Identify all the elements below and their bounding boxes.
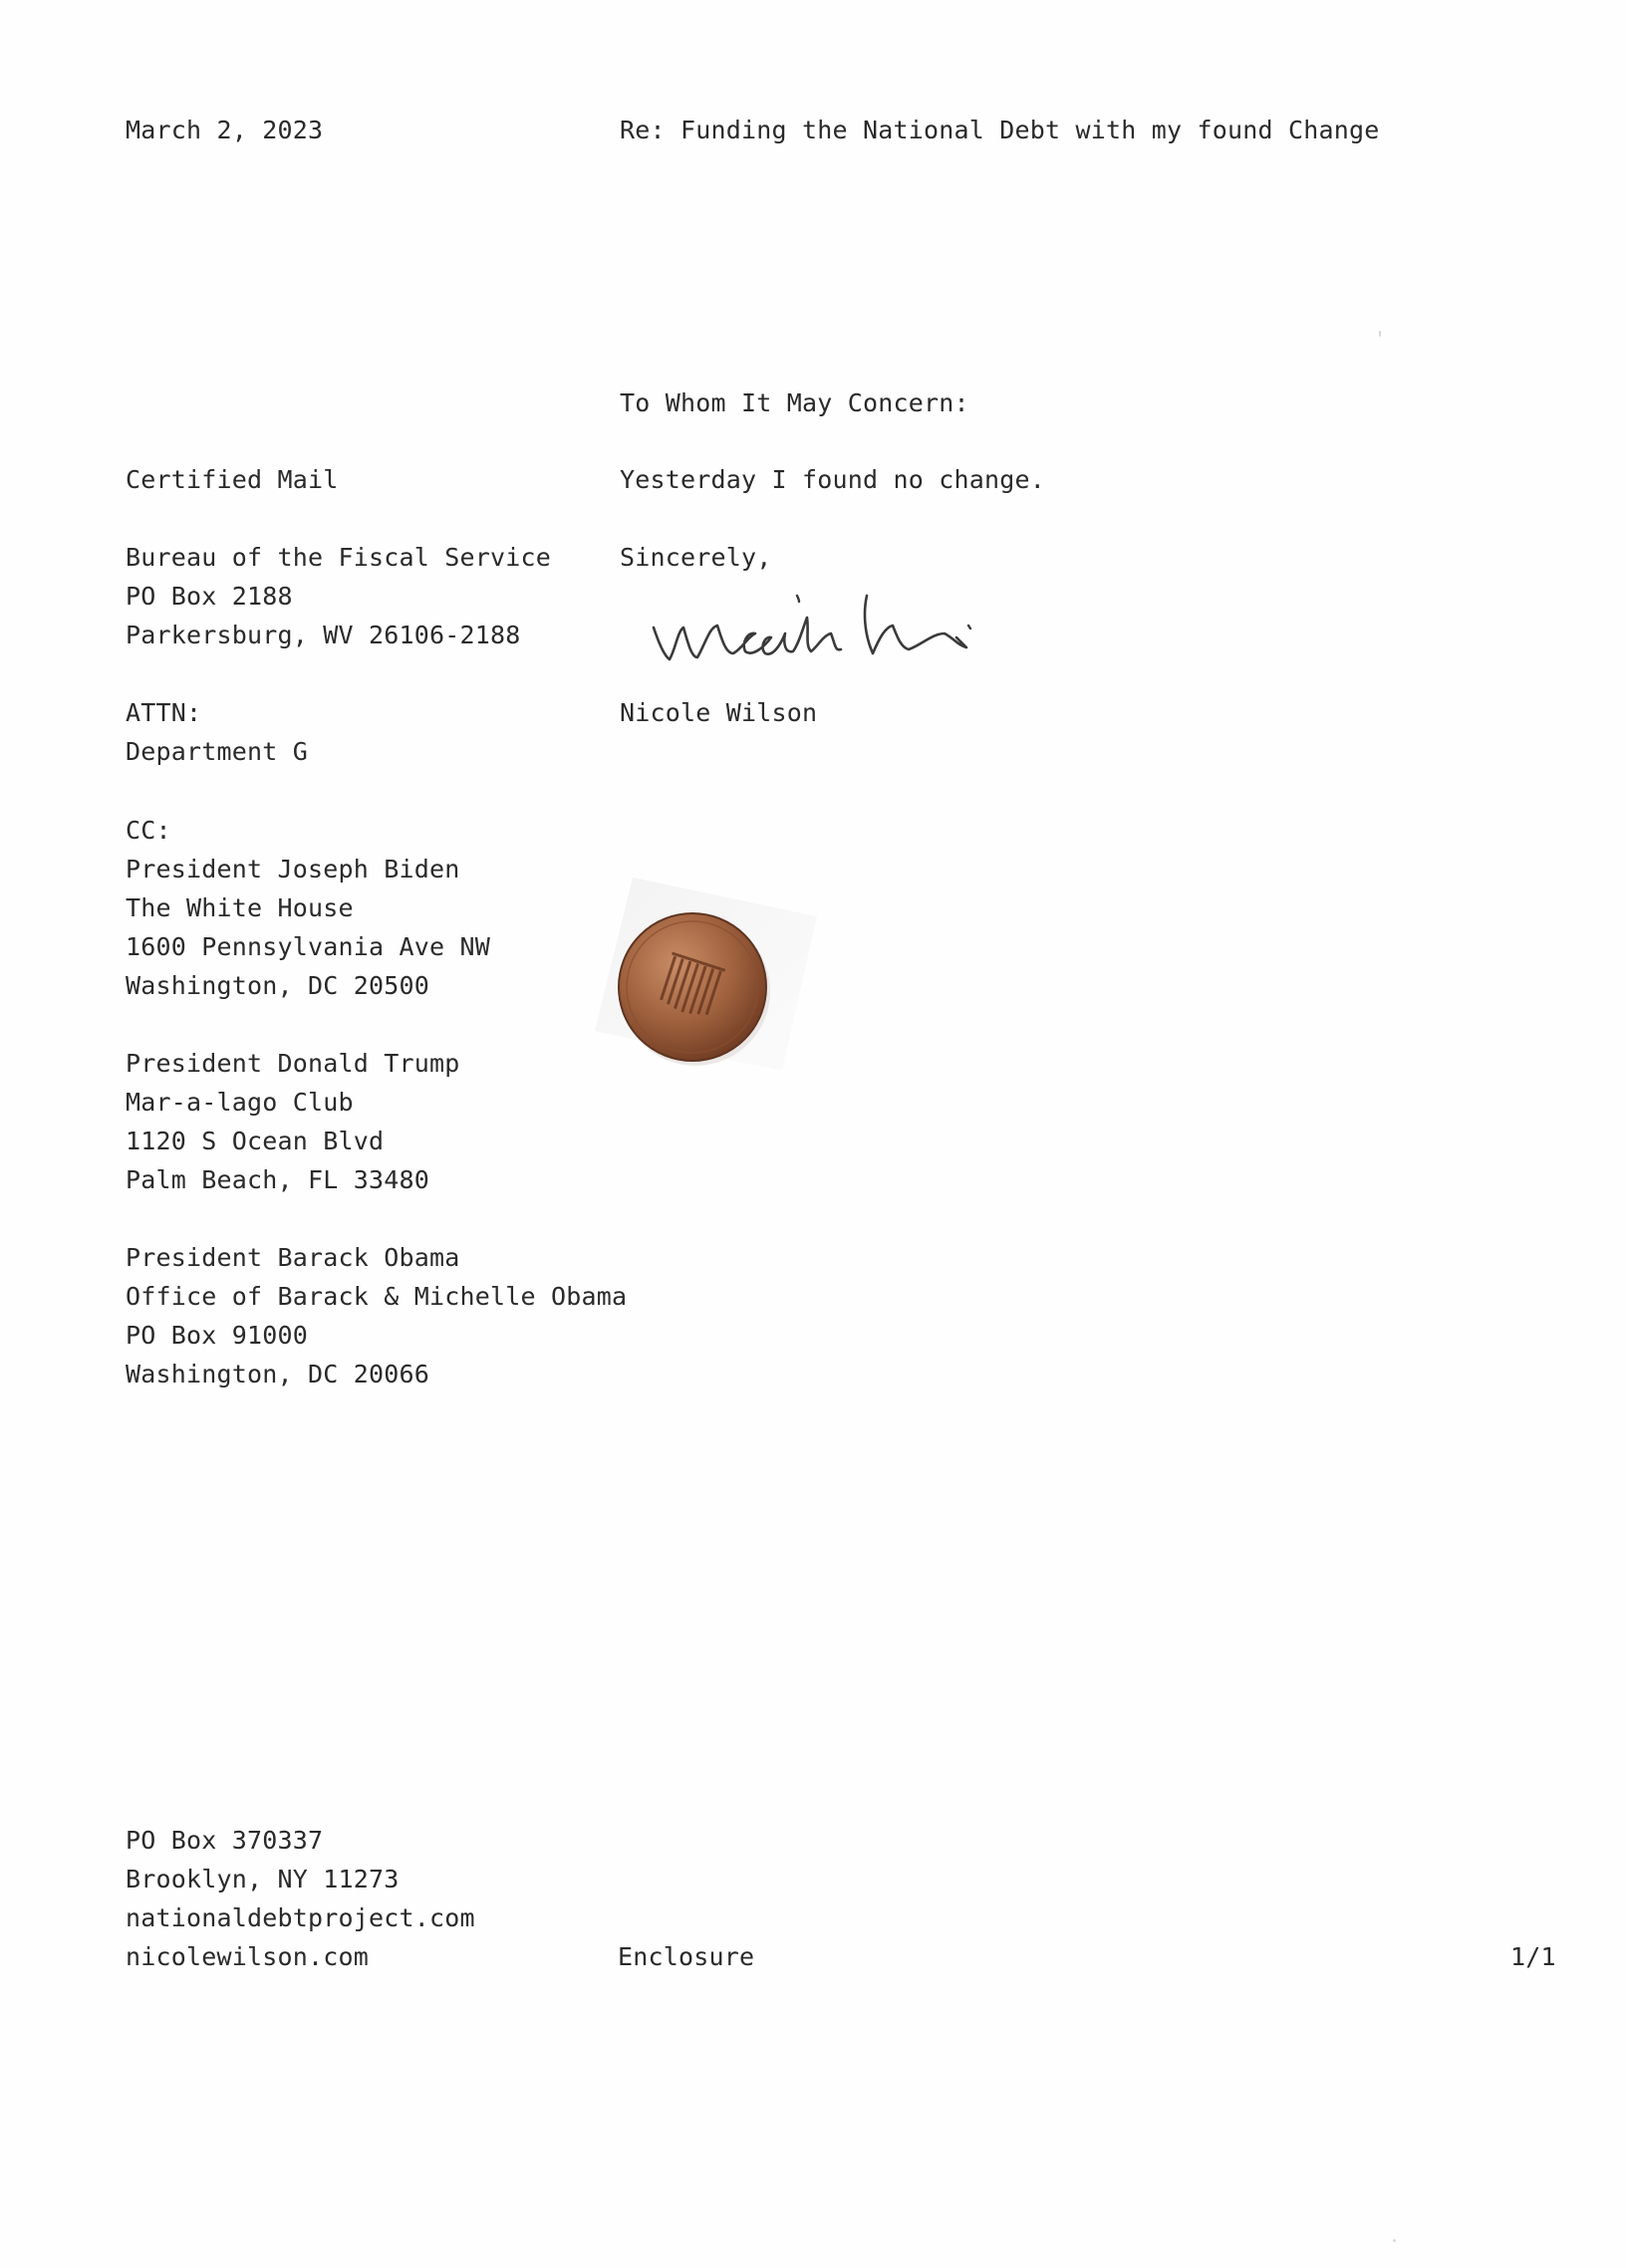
cc-line: Mar-a-lago Club	[126, 1088, 354, 1117]
cc-line: President Joseph Biden	[126, 855, 460, 883]
cc-recipient-trump	[126, 1044, 460, 1199]
page-number: 1/1	[1510, 1942, 1556, 1971]
cc-line: Washington, DC 20066	[126, 1360, 430, 1388]
sender-line: PO Box 370337	[126, 1826, 324, 1855]
scan-speck	[1393, 2239, 1396, 2242]
attn-value: Department G	[126, 737, 309, 766]
cc-line: PO Box 91000	[126, 1321, 309, 1350]
sender-line: Brooklyn, NY 11273	[126, 1865, 400, 1893]
signature-name: Nicole Wilson	[620, 698, 818, 727]
sender-address	[126, 1821, 475, 1976]
cc-line: President Barack Obama	[126, 1243, 460, 1272]
attn-label: ATTN:	[126, 698, 202, 727]
cc-block	[126, 811, 490, 1005]
cc-label: CC:	[126, 816, 171, 845]
handwritten-signature	[648, 588, 991, 677]
letter-body: Yesterday I found no change.	[620, 465, 1046, 494]
penny-coin-icon	[593, 872, 822, 1071]
cc-line: The White House	[126, 893, 354, 922]
letter-subject: Re: Funding the National Debt with my found Change	[620, 116, 1380, 144]
cc-recipient-obama	[126, 1238, 627, 1393]
cc-line: Washington, DC 20500	[126, 971, 430, 1000]
sender-website-link[interactable]: nicolewilson.com	[126, 1942, 370, 1971]
cc-line: President Donald Trump	[126, 1049, 460, 1078]
recipient-address	[126, 538, 551, 654]
attention-block	[126, 693, 308, 771]
letter-date: March 2, 2023	[126, 116, 324, 144]
letter-closing: Sincerely,	[620, 543, 772, 572]
cc-line: Office of Barack & Michelle Obama	[126, 1282, 628, 1311]
recipient-line: Bureau of the Fiscal Service	[126, 543, 552, 572]
scan-speck	[1379, 331, 1381, 337]
cc-line: 1600 Pennsylvania Ave NW	[126, 932, 491, 961]
recipient-line: Parkersburg, WV 26106-2188	[126, 621, 521, 649]
recipient-line: PO Box 2188	[126, 582, 293, 611]
mailing-method: Certified Mail	[126, 465, 339, 494]
enclosure-label: Enclosure	[618, 1942, 755, 1971]
cc-line: Palm Beach, FL 33480	[126, 1165, 430, 1194]
letter-greeting: To Whom It May Concern:	[620, 388, 969, 417]
cc-line: 1120 S Ocean Blvd	[126, 1127, 385, 1155]
sender-website-link[interactable]: nationaldebtproject.com	[126, 1903, 475, 1932]
